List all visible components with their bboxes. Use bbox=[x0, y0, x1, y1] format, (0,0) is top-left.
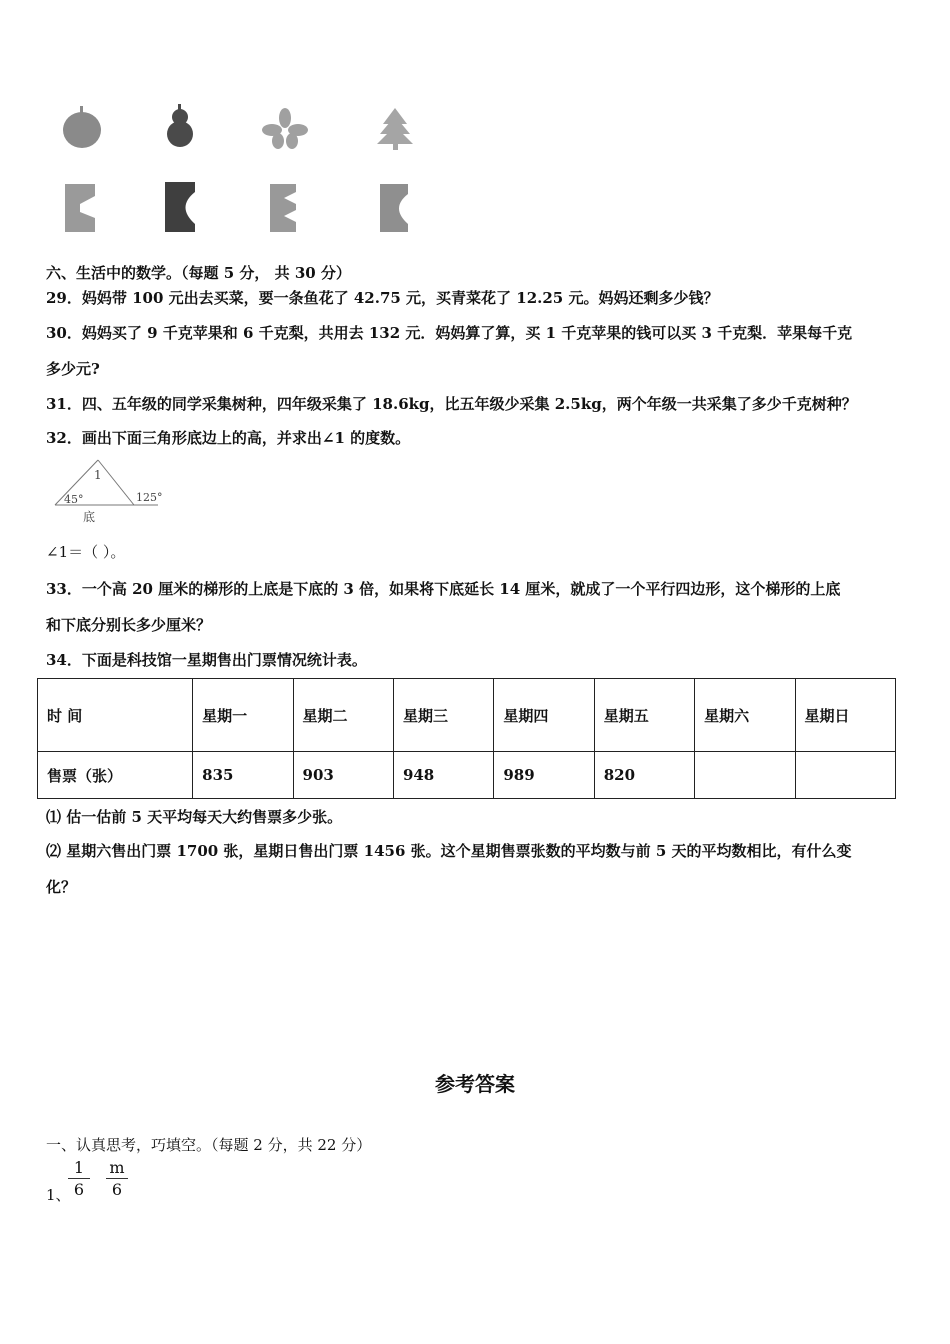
answer-fraction-1 bbox=[68, 1158, 90, 1201]
table-header-cell: 星期三 bbox=[393, 679, 493, 752]
question-34: 34．下面是科技馆一星期售出门票情况统计表。 bbox=[46, 651, 367, 669]
table-header-cell: 时 间 bbox=[38, 679, 193, 752]
question-29: 29．妈妈带 100 元出去买菜，要一条鱼花了 42.75 元，买青菜花了 12.25 元。妈妈还剩多少钱？ bbox=[46, 289, 719, 307]
question-34-part1: ⑴ 估一估前 5 天平均每天大约售票多少张。 bbox=[46, 808, 343, 826]
fraction-denominator: 6 bbox=[111, 1180, 123, 1199]
question-34-part2-line2: 化？ bbox=[46, 878, 77, 896]
table-header-cell: 星期五 bbox=[594, 679, 694, 752]
triangle-right-angle: 125° bbox=[136, 491, 163, 504]
fraction-denominator: 6 bbox=[73, 1180, 85, 1199]
table-header-row bbox=[38, 679, 896, 752]
fraction-numerator: m bbox=[106, 1158, 128, 1179]
table-header-cell: 星期二 bbox=[293, 679, 393, 752]
table-header-cell: 星期六 bbox=[695, 679, 795, 752]
table-cell: 948 bbox=[393, 752, 493, 799]
table-cell: 989 bbox=[494, 752, 594, 799]
e-shape-a bbox=[65, 184, 95, 232]
table-cell: 835 bbox=[193, 752, 293, 799]
question-32: 32．画出下面三角形底边上的高，并求出∠1 的度数。 bbox=[46, 429, 411, 447]
e-shape-b bbox=[165, 182, 195, 232]
question-30-line1: 30．妈妈买了 9 千克苹果和 6 千克梨，共用去 132 元．妈妈算了算，买 1 千克苹果的钱可以买 3 千克梨．苹果每千克 bbox=[46, 324, 853, 342]
ticket-table bbox=[37, 678, 896, 799]
table-cell: 903 bbox=[293, 752, 393, 799]
section6-heading: 六、生活中的数学。（每题 5 分， 共 30 分） bbox=[46, 264, 351, 282]
triangle-left-angle: 45° bbox=[64, 493, 84, 506]
question-31: 31．四、五年级的同学采集树种，四年级采集了 18.6kg，比五年级少采集 2.5kg，两个年级一共采集了多少千克树种？ bbox=[46, 395, 857, 413]
answers-section1-heading: 一、认真思考，巧填空。（每题 2 分，共 22 分） bbox=[46, 1136, 372, 1154]
question-32-answer: ∠1＝（ ）。 bbox=[46, 543, 126, 561]
table-cell bbox=[795, 752, 896, 799]
question-30-line2: 多少元? bbox=[46, 360, 100, 378]
answer-fraction-2 bbox=[106, 1158, 128, 1201]
triangle-base-label: 底 bbox=[83, 510, 96, 524]
answers-title: 参考答案 bbox=[435, 1072, 515, 1096]
fraction-numerator: 1 bbox=[68, 1158, 90, 1179]
flower-shape bbox=[262, 108, 308, 149]
question-33-line2: 和下底分别长多少厘米？ bbox=[46, 616, 212, 634]
question-33-line1: 33．一个高 20 厘米的梯形的上底是下底的 3 倍，如果将下底延长 14 厘米，就成了一个平行四边形，这个梯形的上底 bbox=[46, 580, 841, 598]
table-header-cell: 星期一 bbox=[193, 679, 293, 752]
answer-1-label: 1、 bbox=[46, 1186, 71, 1204]
e-shape-d bbox=[380, 184, 408, 232]
tree-shape bbox=[377, 108, 413, 150]
table-row bbox=[38, 752, 896, 799]
gourd-shape bbox=[167, 104, 193, 147]
table-cell bbox=[695, 752, 795, 799]
apple-shape bbox=[63, 106, 101, 148]
table-cell: 售票（张） bbox=[38, 752, 193, 799]
table-header-cell: 星期日 bbox=[795, 679, 896, 752]
e-shape-c bbox=[270, 184, 296, 232]
shapes-figure bbox=[50, 100, 430, 240]
question-34-part2-line1: ⑵ 星期六售出门票 1700 张，星期日售出门票 1456 张。这个星期售票张数的平均数与前 5 天的平均数相比，有什么变 bbox=[46, 842, 852, 860]
table-header-cell: 星期四 bbox=[494, 679, 594, 752]
triangle-figure bbox=[50, 455, 180, 530]
triangle-angle1-label: 1 bbox=[94, 468, 102, 482]
table-cell: 820 bbox=[594, 752, 694, 799]
